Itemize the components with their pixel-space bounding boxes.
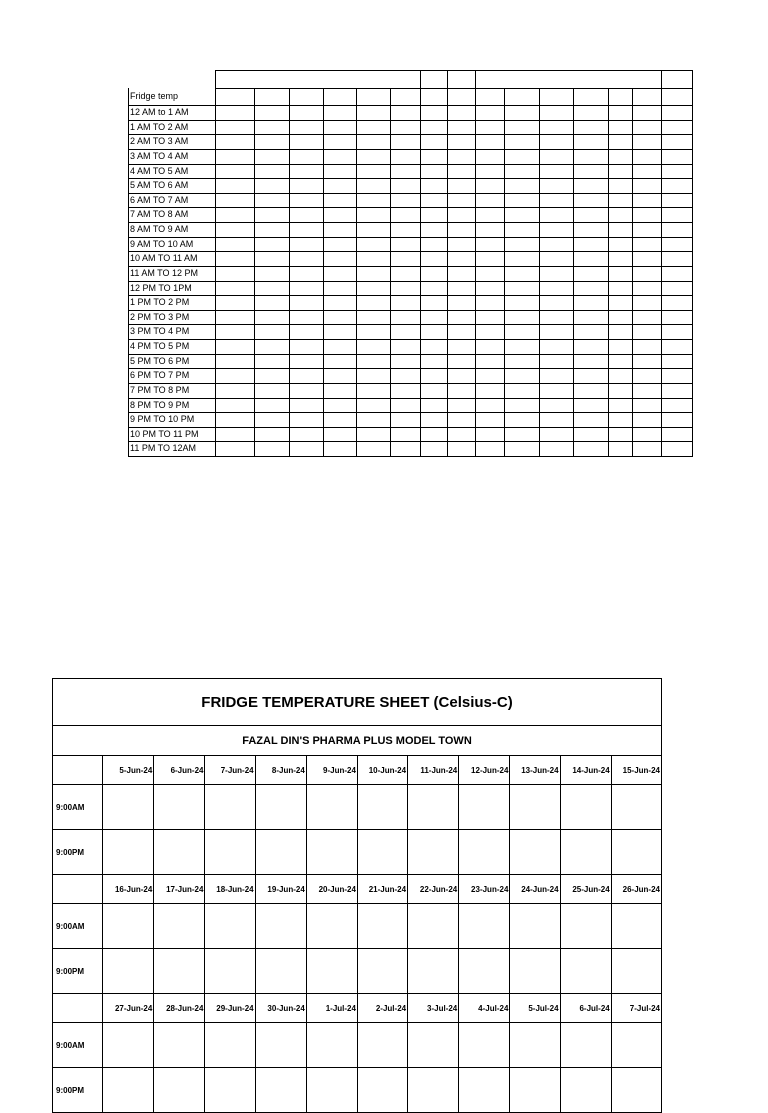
blank-header-cell [53,994,103,1023]
grid-border [390,88,391,457]
hour-range-label: 12 AM to 1 AM [130,107,189,117]
grid-border [447,70,448,88]
temperature-entry-cell[interactable] [510,949,560,994]
temperature-entry-cell[interactable] [357,1068,407,1113]
hour-range-label: 7 AM TO 8 AM [130,209,189,219]
grid-border [420,70,421,88]
grid-border [475,70,476,88]
date-header-row [53,756,662,785]
temperature-entry-cell[interactable] [560,830,611,875]
hour-range-label: 3 PM TO 4 PM [130,326,190,336]
temperature-entry-cell[interactable] [408,830,459,875]
temperature-entry-cell[interactable] [255,1023,306,1068]
hour-range-label: 4 AM TO 5 AM [130,166,189,176]
hour-range-label: 3 AM TO 4 AM [130,151,189,161]
date-cell: 8-Jun-24 [255,756,306,785]
reading-row [53,949,662,994]
temperature-entry-cell[interactable] [459,1023,510,1068]
date-cell: 10-Jun-24 [357,756,407,785]
temperature-entry-cell[interactable] [255,1068,306,1113]
temperature-entry-cell[interactable] [510,904,560,949]
temperature-entry-cell[interactable] [154,1068,205,1113]
temperature-entry-cell[interactable] [154,949,205,994]
date-cell: 11-Jun-24 [408,756,459,785]
reading-time-label: 9:00PM [53,1068,103,1113]
temperature-entry-cell[interactable] [205,904,255,949]
temperature-entry-cell[interactable] [205,785,255,830]
grid-border [539,88,540,457]
hour-range-label: 6 PM TO 7 PM [130,370,190,380]
grid-border [504,88,505,457]
grid-border [661,70,662,88]
temperature-entry-cell[interactable] [255,904,306,949]
blank-header-cell [53,756,103,785]
grid-border [692,88,693,457]
date-cell: 17-Jun-24 [154,875,205,904]
hour-range-label: 8 PM TO 9 PM [130,400,190,410]
temperature-entry-cell[interactable] [103,904,154,949]
temperature-entry-cell[interactable] [306,830,357,875]
date-cell: 7-Jul-24 [611,994,661,1023]
temperature-entry-cell[interactable] [408,1068,459,1113]
temperature-entry-cell[interactable] [459,1068,510,1113]
date-cell: 5-Jul-24 [510,994,560,1023]
hour-range-label: 11 PM TO 12AM [130,443,197,453]
reading-time-label: 9:00PM [53,949,103,994]
temperature-entry-cell[interactable] [510,785,560,830]
temperature-entry-cell[interactable] [357,830,407,875]
date-cell: 7-Jun-24 [205,756,255,785]
temperature-entry-cell[interactable] [560,949,611,994]
date-cell: 3-Jul-24 [408,994,459,1023]
grid-border [254,88,255,457]
temperature-entry-cell[interactable] [611,904,661,949]
date-cell: 25-Jun-24 [560,875,611,904]
temperature-entry-cell[interactable] [560,785,611,830]
blank-header-cell [53,875,103,904]
fridge-temp-header: Fridge temp [130,91,179,101]
date-cell: 19-Jun-24 [255,875,306,904]
temperature-entry-cell[interactable] [103,1023,154,1068]
temperature-entry-cell[interactable] [459,830,510,875]
grid-border [356,88,357,457]
temperature-entry-cell[interactable] [510,830,560,875]
temperature-entry-cell[interactable] [357,904,407,949]
hour-range-label: 11 AM TO 12 PM [130,268,199,278]
grid-border [289,88,290,457]
reading-row [53,785,662,830]
temperature-entry-cell[interactable] [408,904,459,949]
grid-border [323,88,324,457]
grid-border [215,70,216,88]
hour-range-label: 9 AM TO 10 AM [130,239,194,249]
grid-border [215,88,216,457]
temperature-entry-cell[interactable] [611,1068,661,1113]
temperature-entry-cell[interactable] [306,949,357,994]
temperature-entry-cell[interactable] [306,785,357,830]
date-cell: 12-Jun-24 [459,756,510,785]
hour-range-label: 12 PM TO 1PM [130,283,192,293]
date-cell: 24-Jun-24 [510,875,560,904]
sheet-title: FRIDGE TEMPERATURE SHEET (Celsius-C) [53,679,662,726]
date-cell: 26-Jun-24 [611,875,661,904]
temperature-entry-cell[interactable] [510,1023,560,1068]
hour-range-label: 2 PM TO 3 PM [130,312,190,322]
temperature-entry-cell[interactable] [255,949,306,994]
temperature-entry-cell[interactable] [306,1068,357,1113]
fridge-temperature-sheet [52,678,662,1113]
temperature-entry-cell[interactable] [459,949,510,994]
temperature-entry-cell[interactable] [357,1023,407,1068]
date-cell: 9-Jun-24 [306,756,357,785]
temperature-entry-cell[interactable] [611,949,661,994]
reading-time-label: 9:00PM [53,830,103,875]
hour-range-label: 2 AM TO 3 AM [130,136,189,146]
date-cell: 2-Jul-24 [357,994,407,1023]
hour-range-label: 5 AM TO 6 AM [130,180,189,190]
grid-border [475,88,476,457]
grid-border [215,70,693,71]
grid-border [420,88,421,457]
date-cell: 27-Jun-24 [103,994,154,1023]
reading-row [53,830,662,875]
temperature-entry-cell[interactable] [459,904,510,949]
reading-time-label: 9:00AM [53,785,103,830]
grid-border [632,88,633,457]
temperature-entry-cell[interactable] [510,1068,560,1113]
temperature-entry-cell[interactable] [205,949,255,994]
grid-border [608,88,609,457]
grid-border [215,88,693,89]
date-cell: 21-Jun-24 [357,875,407,904]
date-cell: 15-Jun-24 [611,756,661,785]
temperature-entry-cell[interactable] [306,1023,357,1068]
temperature-entry-cell[interactable] [560,1068,611,1113]
hour-range-label: 5 PM TO 6 PM [130,356,190,366]
date-cell: 13-Jun-24 [510,756,560,785]
temperature-entry-cell[interactable] [103,949,154,994]
temperature-entry-cell[interactable] [611,785,661,830]
date-cell: 6-Jul-24 [560,994,611,1023]
temperature-entry-cell[interactable] [154,830,205,875]
temperature-entry-cell[interactable] [103,785,154,830]
date-cell: 1-Jul-24 [306,994,357,1023]
date-cell: 29-Jun-24 [205,994,255,1023]
grid-border [661,88,662,457]
hour-range-label: 9 PM TO 10 PM [130,414,195,424]
date-cell: 30-Jun-24 [255,994,306,1023]
date-cell: 20-Jun-24 [306,875,357,904]
date-cell: 4-Jul-24 [459,994,510,1023]
temperature-entry-cell[interactable] [154,785,205,830]
reading-row [53,904,662,949]
grid-border [447,88,448,457]
date-cell: 28-Jun-24 [154,994,205,1023]
hour-range-label: 1 AM TO 2 AM [130,122,189,132]
temperature-entry-cell[interactable] [255,830,306,875]
temperature-entry-cell[interactable] [408,785,459,830]
temperature-entry-cell[interactable] [306,904,357,949]
temperature-entry-cell[interactable] [103,1068,154,1113]
date-cell: 16-Jun-24 [103,875,154,904]
temperature-entry-cell[interactable] [205,1068,255,1113]
reading-time-label: 9:00AM [53,904,103,949]
grid-border [692,70,693,88]
date-cell: 22-Jun-24 [408,875,459,904]
grid-border [128,88,129,457]
hour-range-label: 7 PM TO 8 PM [130,385,190,395]
temperature-entry-cell[interactable] [154,904,205,949]
date-cell: 18-Jun-24 [205,875,255,904]
hour-range-label: 10 PM TO 11 PM [130,429,199,439]
reading-time-label: 9:00AM [53,1023,103,1068]
store-name: FAZAL DIN'S PHARMA PLUS MODEL TOWN [53,726,662,756]
date-cell: 23-Jun-24 [459,875,510,904]
temperature-entry-cell[interactable] [459,785,510,830]
temperature-entry-cell[interactable] [205,1023,255,1068]
temperature-entry-cell[interactable] [205,830,255,875]
hour-range-label: 10 AM TO 11 AM [130,253,198,263]
temperature-entry-cell[interactable] [255,785,306,830]
date-cell: 14-Jun-24 [560,756,611,785]
temperature-entry-cell[interactable] [408,949,459,994]
temperature-entry-cell[interactable] [154,1023,205,1068]
hour-range-label: 8 AM TO 9 AM [130,224,189,234]
temperature-entry-cell[interactable] [560,1023,611,1068]
date-header-row [53,875,662,904]
hour-range-label: 1 PM TO 2 PM [130,297,190,307]
temperature-entry-cell[interactable] [611,830,661,875]
temperature-entry-cell[interactable] [408,1023,459,1068]
temperature-entry-cell[interactable] [357,785,407,830]
temperature-entry-cell[interactable] [103,830,154,875]
date-cell: 5-Jun-24 [103,756,154,785]
temperature-entry-cell[interactable] [357,949,407,994]
reading-row [53,1068,662,1113]
grid-border [573,88,574,457]
reading-row [53,1023,662,1068]
hour-range-label: 4 PM TO 5 PM [130,341,190,351]
hour-range-label: 6 AM TO 7 AM [130,195,189,205]
temperature-entry-cell[interactable] [611,1023,661,1068]
temperature-entry-cell[interactable] [560,904,611,949]
date-header-row [53,994,662,1023]
date-cell: 6-Jun-24 [154,756,205,785]
